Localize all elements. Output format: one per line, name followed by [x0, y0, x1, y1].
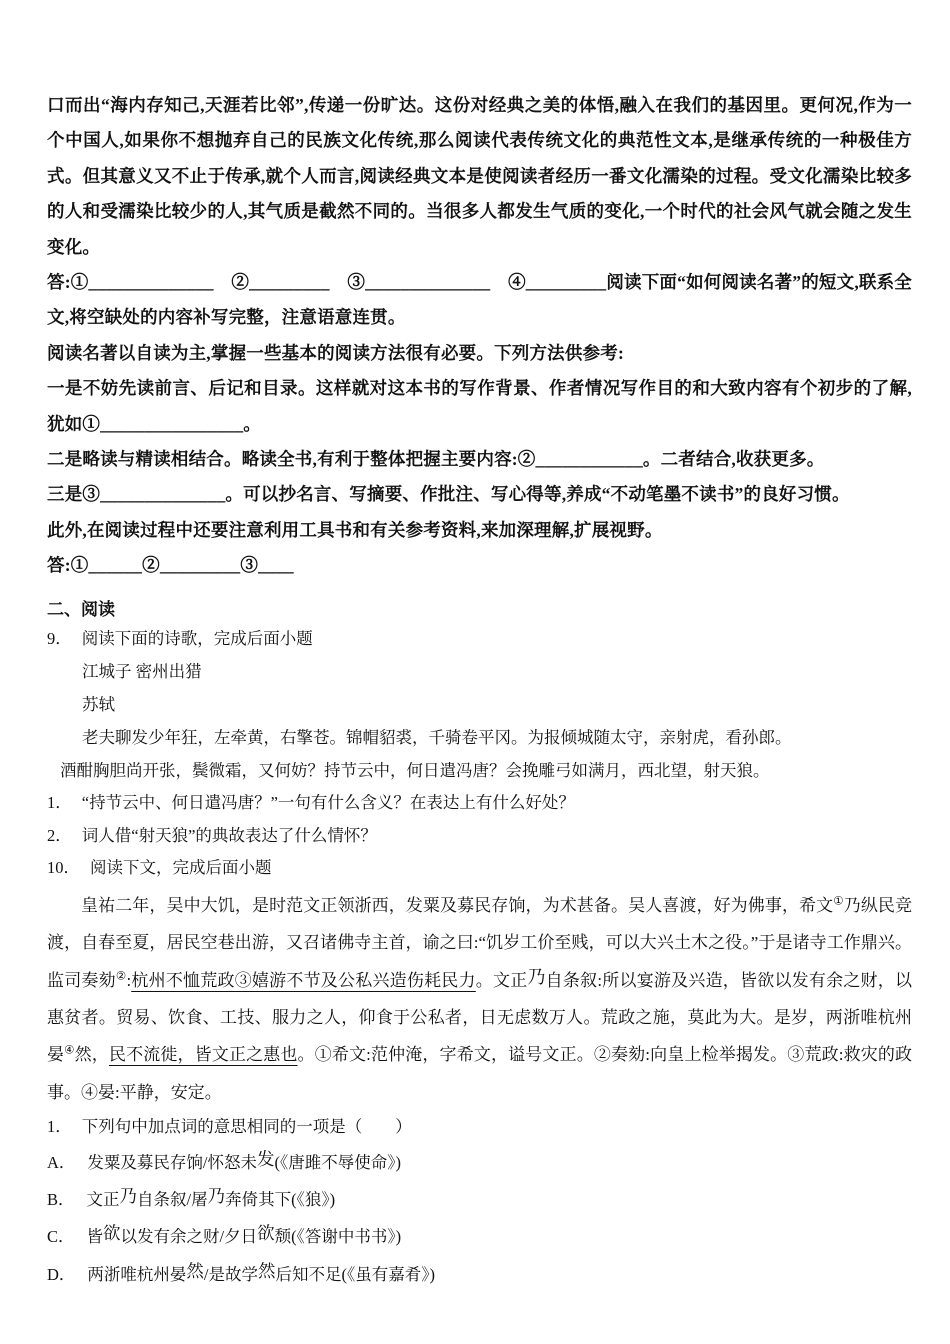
choice-options	[47, 1144, 912, 1294]
sub-question-text: 词人借“射天狼”的典故表达了什么情怀？	[81, 825, 377, 845]
question-9-sub-1	[47, 787, 912, 820]
sub-question-text: “持节云中、何日遣冯唐？”一句有什么含义？在表达上有什么好处？	[81, 793, 575, 813]
sub-question-number: 1．	[47, 1117, 72, 1137]
poem-line-2: 酒酣胸胆尚开张，鬓微霜，又何妨？持节云中，何日遣冯唐？会挽雕弓如满月，西北望，射天狼。	[60, 761, 770, 781]
poem-block	[47, 655, 912, 787]
sub-question-number: 1．	[47, 793, 72, 813]
question-10-prompt-line	[47, 852, 912, 885]
reading-method-2: 二是略读与精读相结合。略读全书,有利于整体把握主要内容:②____________。二者结合,收获更多。	[47, 449, 825, 470]
reading-methods-intro: 阅读名著以自读为主,掌握一些基本的阅读方法很有必要。下列方法供参考:	[47, 342, 625, 363]
sub-question-number: 2．	[47, 825, 72, 845]
option-a	[47, 1144, 912, 1181]
fill-in-blank-section	[47, 88, 912, 584]
poem-title: 江城子 密州出猎	[82, 662, 202, 682]
reading-method-3: 三是③______________。可以抄名言、写摘要、作批注、写心得等,养成“不动笔墨不读书”的良好习惯。	[47, 484, 850, 505]
reading-method-4: 此外,在阅读过程中还要注意利用工具书和有关参考资料,来加深理解,扩展视野。	[47, 519, 663, 540]
question-10-number: 10．	[47, 858, 80, 878]
option-b	[47, 1181, 912, 1218]
poem-author: 苏轼	[82, 695, 115, 715]
answer-blank-line-2: 答:①______②_________③____	[47, 555, 294, 576]
question-10-prompt: 阅读下文，完成后面小题	[90, 858, 272, 878]
option-d-text: 两浙唯杭州晏然/是故学然后知不足(《虽有嘉肴》)	[87, 1260, 436, 1284]
option-c-text: 皆欲以发有余之财/夕日欲颓(《答谢中书书》)	[86, 1223, 402, 1247]
question-9-number: 9．	[47, 628, 72, 648]
question-9-prompt-line	[47, 623, 912, 656]
reading-method-1: 一是不妨先读前言、后记和目录。这样就对这本书的写作背景、作者情况写作目的和大致内容有个初步的了解,犹如①________________。	[47, 378, 912, 434]
option-b-label: B．	[47, 1190, 75, 1210]
question-10-sub-1	[47, 1111, 912, 1144]
intro-paragraph: 口而出“海内存知己,天涯若比邻”,传递一份旷达。这份对经典之美的体悟,融入在我们的基因里。更何况,作为一个中国人,如果你不想抛弃自己的民族文化传统,那么阅读代表传统文化的典范性文本,是继承传统的一种极佳方式。但其意义又不止于传承,就个人而言,阅读经典文本是使阅读者经历一番文化濡染的过程。受文化濡染比较多的人和受濡染比较少的人,其气质是截然不同的。当很多人都发生气质的变化,一个时代的社会风气就会随之发生变化。	[47, 95, 912, 257]
option-c	[47, 1218, 912, 1255]
answer-blank-line-1: 答:①______________ ②_________ ③______________ ④_________阅读下面“如何阅读名著”的短文,联系全文,将空缺处的内容补写完整，注意语意连贯。	[47, 272, 913, 328]
question-9	[47, 623, 912, 853]
option-a-text: 发粟及募民存饷/怀怒未发(《唐雎不辱使命》)	[87, 1148, 402, 1172]
sub-question-text: 下列句中加点词的意思相同的一项是（ ）	[81, 1117, 412, 1137]
section-heading-reading: 二、阅读	[47, 599, 115, 619]
question-9-sub-2	[47, 820, 912, 853]
option-d-label: D．	[47, 1264, 76, 1284]
poem-line-1: 老夫聊发少年狂，左牵黄，右擎苍。锦帽貂裘，千骑卷平冈。为报倾城随太守，亲射虎，看孙郎。	[82, 728, 792, 748]
classical-passage: 皇祐二年，吴中大饥，是时范文正领浙西，发粟及募民存饷，为术甚备。吴人喜渡，好为佛事，希文①乃纵民竞渡，自春至夏，居民空巷出游，又召诸佛寺主首，谕之曰:“饥岁工价至贱，可以大兴土木之役。”于是诸寺工作鼎兴。监司奏劾②:杭州不恤荒政③嬉游不节及公私兴造伤耗民力。文正乃自条叙:所以宴游及兴造，皆欲以发有余之财，以惠贫者。贸易、饮食、工技、服力之人，仰食于公私者，日无虑数万人。荒政之施，莫此为大。是岁，两浙唯杭州晏④然，民不流徙，皆文正之惠也。①希文:范仲淹，字希文，谥号文正。②奏劾:向皇上检举揭发。③荒政:救灾的政事。④晏:平静，安定。	[47, 894, 913, 1102]
question-10	[47, 852, 912, 1293]
option-d	[47, 1256, 912, 1293]
question-9-prompt: 阅读下面的诗歌，完成后面小题	[81, 628, 313, 648]
option-b-text: 文正乃自条叙/屠乃奔倚其下(《狼》)	[86, 1186, 336, 1210]
option-a-label: A．	[47, 1152, 76, 1172]
option-c-label: C．	[47, 1227, 75, 1247]
